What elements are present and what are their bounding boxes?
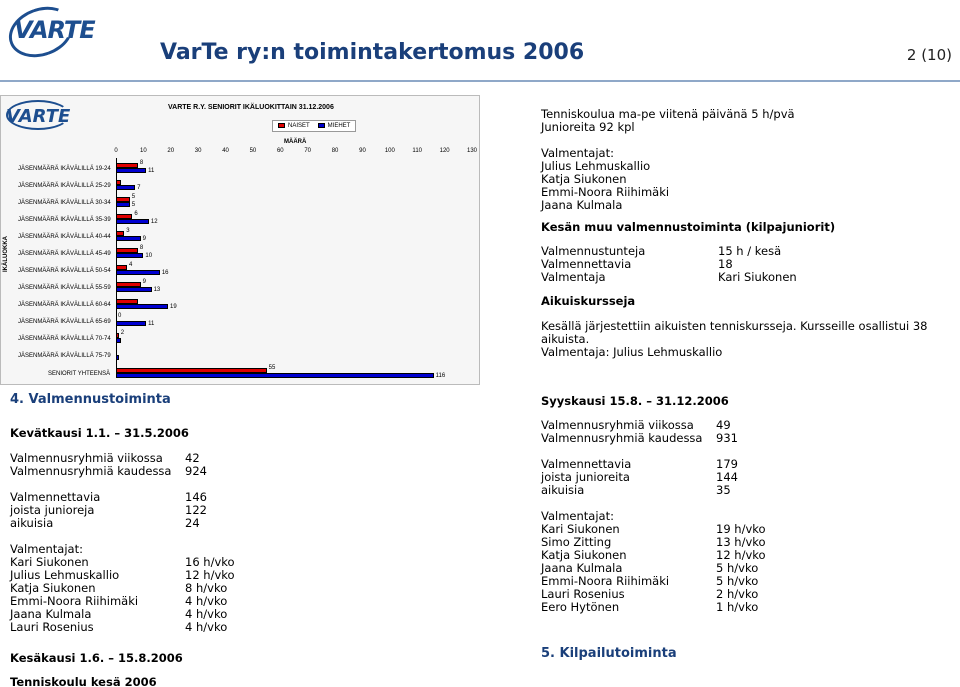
category-label: JÄSENMÄÄRÄ IKÄVÄLILLÄ 40-44 [18, 234, 111, 240]
data-label-naiset: 2 [120, 330, 125, 336]
category-label: JÄSENMÄÄRÄ IKÄVÄLILLÄ 45-49 [18, 251, 111, 257]
x-tick-label: 130 [466, 148, 478, 154]
category-label: JÄSENMÄÄRÄ IKÄVÄLILLÄ 70-74 [18, 336, 111, 342]
category-label: JÄSENMÄÄRÄ IKÄVÄLILLÄ 19-24 [18, 166, 111, 172]
legend-miehet: MIEHET [318, 123, 351, 129]
tennis-school-info [541, 108, 795, 212]
tennis-school-line: Tenniskoulua ma-pe viitenä päivänä 5 h/pvä [541, 107, 795, 121]
data-label-naiset: 8 [139, 245, 144, 251]
data-label-miehet: 19 [170, 304, 177, 310]
tennis-school-heading: Tenniskoulu kesä 2006 [10, 675, 157, 687]
autumn-season-table: Valmennusryhmiä viikossa 49 Valmennusryhmiä kaudessa 931 Valmennettavia 179 joista junioreita 144 aikuisia 35 Valmentajat: Kari Siukonen 19 h/vko Simo Zitting 13 h/vko Katja Siukonen 12 h/vko Jaana Kulmala 5 h/vko Emmi-Noora Riihimäki 5 h/vko Lauri Rosenius 2 h/vko Eero Hytönen 1 h/vko [541, 418, 766, 614]
y-axis-label: IKÄLUOKKA [3, 236, 9, 272]
data-label-miehet: 10 [145, 253, 153, 259]
x-tick-label: 70 [304, 148, 312, 154]
data-label-miehet: 5 [131, 202, 136, 208]
data-label-miehet: 11 [148, 321, 155, 327]
category-label: JÄSENMÄÄRÄ IKÄVÄLILLÄ 75-79 [18, 353, 111, 359]
coaches-label: Valmentajat: [541, 146, 614, 160]
x-tick-label: 110 [412, 148, 423, 154]
x-tick-label: 40 [222, 148, 229, 154]
data-label-miehet: 13 [153, 287, 161, 293]
juniors-count-line: Junioreita 92 kpl [541, 120, 635, 134]
x-axis-label: MÄÄRÄ [284, 139, 307, 145]
chart-plot [0, 0, 480, 390]
varte-logo: VARTE [4, 4, 88, 60]
coach-name: Emmi-Noora Riihimäki [541, 185, 670, 199]
summer-training-heading: Kesän muu valmennustoiminta (kilpajuniorit) [541, 220, 836, 234]
bar-miehet [116, 202, 130, 207]
bar-miehet [116, 338, 121, 343]
x-tick-label: 30 [194, 148, 202, 154]
bar-miehet [116, 185, 135, 190]
data-label-naiset: 55 [268, 365, 276, 371]
data-label-miehet: 12 [150, 219, 158, 225]
section-4-title: 4. Valmennustoiminta [10, 392, 171, 407]
legend-naiset: NAISET [278, 123, 310, 129]
x-tick-label: 50 [249, 148, 257, 154]
category-label: JÄSENMÄÄRÄ IKÄVÄLILLÄ 50-54 [18, 268, 111, 274]
bar-miehet [116, 168, 146, 173]
document-title: VarTe ry:n toimintakertomus 2006 [160, 40, 585, 65]
coach-name: Julius Lehmuskallio [541, 159, 651, 173]
data-label-naiset: 4 [128, 262, 133, 268]
data-label-naiset: 6 [134, 211, 138, 217]
chart-logo: VARTE [6, 100, 76, 132]
data-label-miehet: 11 [148, 168, 155, 174]
category-label: JÄSENMÄÄRÄ IKÄVÄLILLÄ 65-69 [18, 319, 111, 325]
x-tick-label: 10 [140, 148, 147, 154]
bar-miehet [116, 219, 149, 224]
summer-row: Valmennustunteja 15 h / kesä [541, 244, 782, 258]
bar-miehet [116, 253, 143, 258]
x-tick-label: 0 [114, 148, 118, 154]
autumn-season-heading: Syyskausi 15.8. – 31.12.2006 [541, 394, 729, 408]
data-label-naiset: 5 [131, 194, 136, 200]
summer-season-heading: Kesäkausi 1.6. – 15.8.2006 [10, 651, 183, 665]
coach-name: Jaana Kulmala [541, 198, 623, 212]
data-label-naiset: 0 [118, 313, 122, 319]
data-label-miehet: 9 [142, 236, 146, 242]
category-label: SENIORIT YHTEENSÄ [48, 371, 111, 377]
summer-training-table [541, 245, 797, 284]
data-label-naiset: 3 [126, 228, 130, 234]
category-label: JÄSENMÄÄRÄ IKÄVÄLILLÄ 35-39 [18, 217, 111, 223]
chart-title: VARTE R.Y. SENIORIT IKÄLUOKITTAIN 31.12.2006 [168, 104, 334, 111]
data-label-miehet: 116 [435, 373, 446, 379]
adult-courses-heading: Aikuiskurssejа [541, 294, 636, 308]
summer-row: Valmennettavia 18 [541, 257, 733, 271]
data-label-naiset: 8 [139, 160, 144, 166]
data-label-miehet: 16 [161, 270, 169, 276]
x-tick-label: 120 [439, 148, 450, 154]
section-5-title: 5. Kilpailutoiminta [541, 646, 677, 661]
summer-row: Valmentaja Kari Siukonen [541, 270, 797, 284]
data-label-miehet: 7 [137, 185, 141, 191]
category-label: JÄSENMÄÄRÄ IKÄVÄLILLÄ 25-29 [18, 183, 111, 189]
coach-name: Katja Siukonen [541, 172, 627, 186]
adult-courses-text: Kesällä järjestettiin aikuisten tenniskursseja. Kursseille osallistui 38 aikuista. Valmentaja: Julius Lehmuskallio [541, 319, 928, 359]
data-label-naiset: 9 [142, 279, 146, 285]
x-tick-label: 80 [331, 148, 339, 154]
spring-season-heading: Kevätkausi 1.1. – 31.5.2006 [10, 426, 189, 440]
x-tick-label: 100 [384, 148, 395, 154]
bar-miehet [116, 373, 434, 378]
bar-miehet [116, 236, 141, 241]
bar-miehet [116, 287, 152, 292]
bar-miehet [116, 321, 146, 326]
category-label: JÄSENMÄÄRÄ IKÄVÄLILLÄ 60-64 [18, 302, 111, 308]
bar-miehet [116, 304, 168, 309]
x-tick-label: 20 [167, 148, 175, 154]
bar-miehet [116, 270, 160, 275]
category-label: JÄSENMÄÄRÄ IKÄVÄLILLÄ 55-59 [18, 285, 111, 291]
page-number: 2 (10) [906, 46, 952, 64]
spring-season-table: Valmennusryhmiä viikossa 42 Valmennusryhmiä kaudessa 924 Valmennettavia 146 joista junioreja 122 aikuisia 24 Valmentajat: Kari Siukonen 16 h/vko Julius Lehmuskallio 12 h/vko Katja Siukonen 8 h/vko Emmi-Noora Riihimäki 4 h/vko Jaana Kulmala 4 h/vko Lauri Rosenius 4 h/vko [10, 451, 235, 634]
category-label: JÄSENMÄÄRÄ IKÄVÄLILLÄ 30-34 [18, 200, 111, 206]
x-tick-label: 90 [359, 148, 366, 154]
x-tick-label: 60 [276, 148, 284, 154]
bar-miehet [116, 355, 119, 360]
